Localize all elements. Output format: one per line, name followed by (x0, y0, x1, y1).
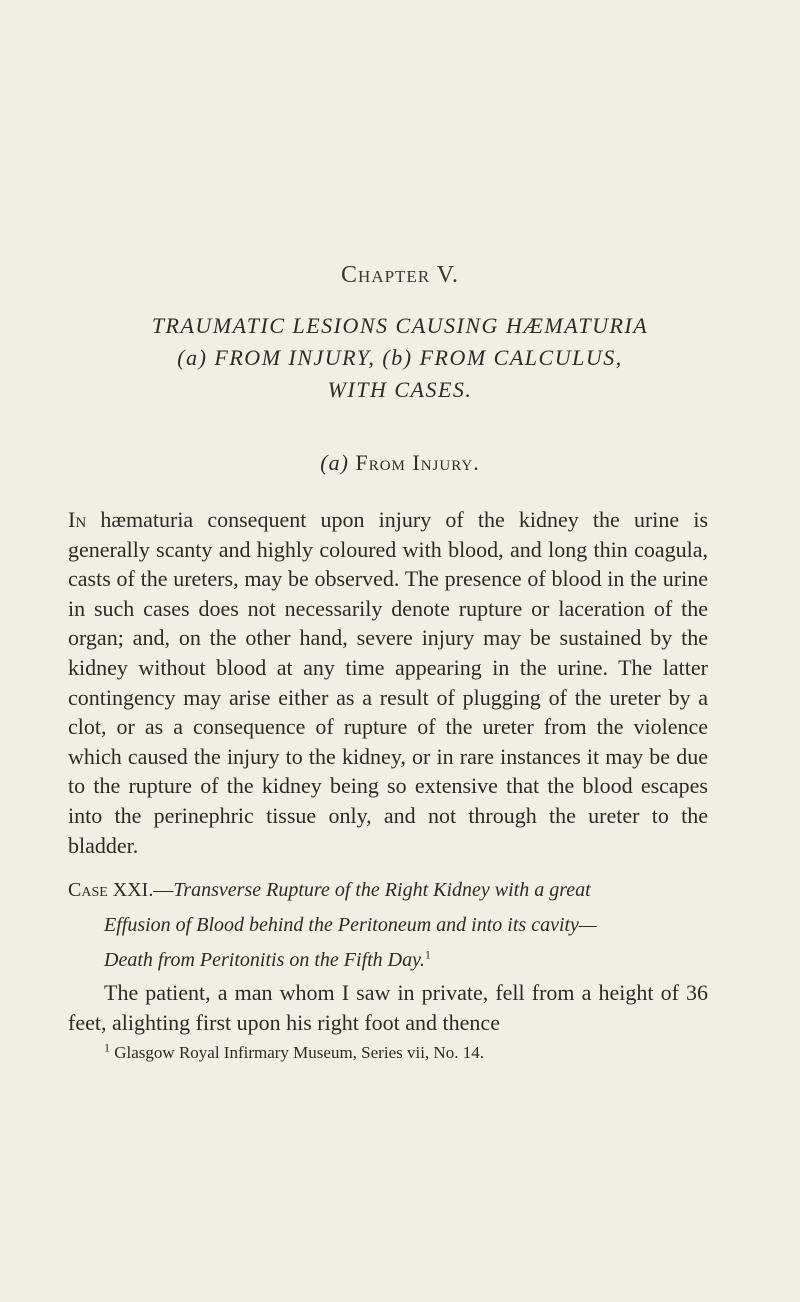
chapter-title (60, 310, 740, 406)
case-paragraph (68, 978, 708, 1037)
intro-paragraph-text: hæmaturia consequent upon injury of the kidney the urine is generally scanty and highly coloured with blood, and long thin coagula, casts of the ureters, may be observed. The presence of blood in the urine in such cases does not necessarily denote rupture or laceration of the organ; and, on the other hand, severe injury may be sustained by the kidney without blood at any time appearing in the urine. The latter contingency may arise either as a result of plugging of the ureter by a clot, or as a consequence of rupture of the ureter from the violence which caused the injury to the kidney, or in rare instances it may be due to the rupture of the kidney being so extensive that the blood escapes into the perinephric tissue only, and not through the ureter to the bladder. (68, 507, 708, 858)
case-heading-line-1 (68, 873, 708, 908)
case-number: XXI. (112, 879, 154, 901)
chapter-heading: Chapter V. (341, 262, 459, 288)
case-heading-line-2 (68, 908, 708, 943)
chapter-title-line-2: (a) FROM INJURY, (b) FROM CALCULUS, (177, 345, 623, 370)
chapter-title-line-3: WITH CASES. (327, 377, 473, 402)
section-heading-label: (a) (320, 450, 349, 475)
footnote-text: Glasgow Royal Infirmary Museum, Series vii, No. 14. (114, 1043, 484, 1062)
case-title-line-3: Death from Peritonitis on the Fifth Day. (104, 949, 425, 971)
case-title-line-1: Transverse Rupture of the Right Kidney with a great (173, 879, 591, 901)
case-heading-line-3 (68, 943, 708, 978)
case-dash: — (153, 879, 174, 901)
footnote (68, 1041, 708, 1065)
chapter-title-line-1: TRAUMATIC LESIONS CAUSING HÆMATURIA (151, 313, 649, 338)
intro-lead-word: In (68, 507, 87, 532)
case-paragraph-text: The patient, a man whom I saw in private, fell from a height of 36 feet, alighting first upon his right foot and thence (68, 980, 708, 1035)
footnote-marker: 1 (104, 1040, 110, 1055)
section-heading-text: From Injury. (355, 450, 480, 475)
footnote-reference: 1 (424, 947, 431, 962)
case-heading (68, 873, 708, 978)
intro-paragraph (68, 505, 708, 860)
section-heading (0, 450, 800, 476)
case-title-line-2: Effusion of Blood behind the Peritoneum and into its cavity— (104, 914, 597, 936)
case-label: Case (68, 879, 108, 901)
